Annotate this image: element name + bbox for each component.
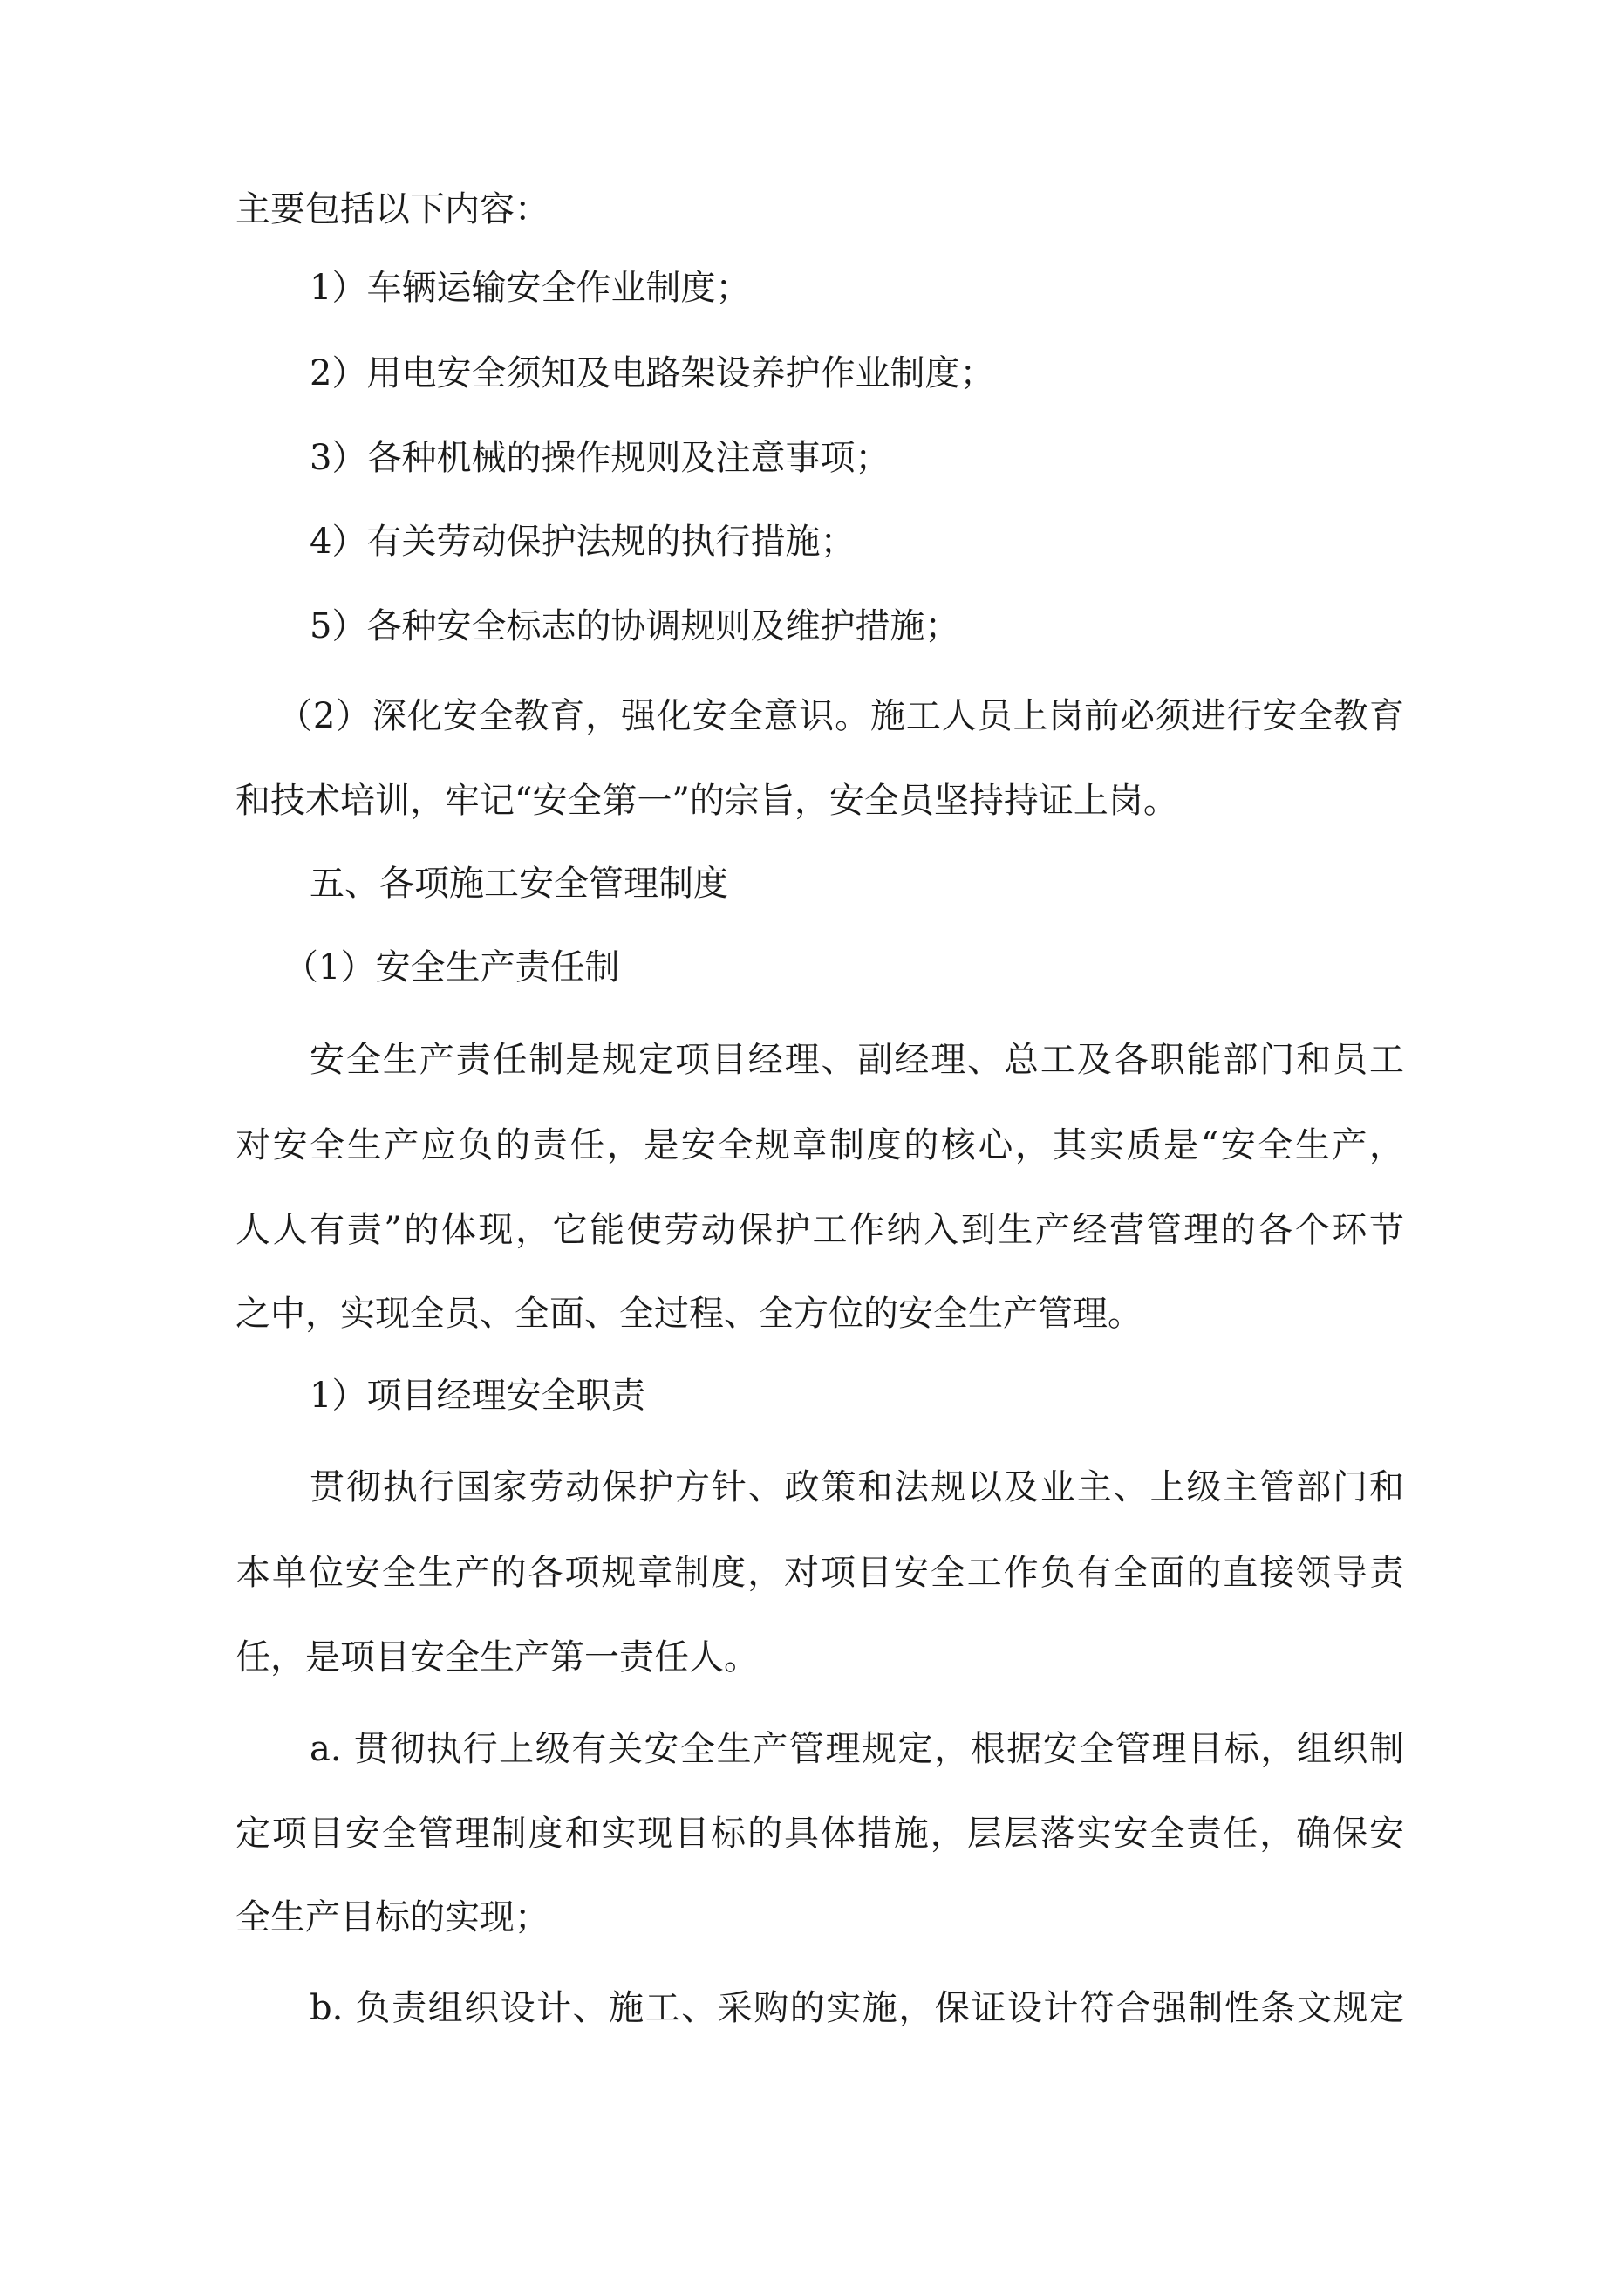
paragraph-line: 贯彻执行国家劳动保护方针、政策和法规以及业主、上级主管部门和 — [310, 1467, 1404, 1507]
paragraph-line: a. 贯彻执行上级有关安全生产管理规定，根据安全管理目标，组织制 — [310, 1729, 1404, 1769]
list-item: 1）车辆运输安全作业制度； — [310, 268, 751, 308]
subsection-heading: 1）项目经理安全职责 — [310, 1376, 646, 1416]
paragraph-line: 本单位安全生产的各项规章制度，对项目安全工作负有全面的直接领导责 — [235, 1553, 1404, 1593]
paragraph-line: 人人有责”的体现，它能使劳动保护工作纳入到生产经营管理的各个环节 — [235, 1210, 1404, 1250]
paragraph-line: 安全生产责任制是规定项目经理、副经理、总工及各职能部门和员工 — [310, 1040, 1404, 1080]
paragraph-line: 对安全生产应负的责任，是安全规章制度的核心，其实质是“安全生产， — [235, 1125, 1404, 1165]
paragraph-line: 任，是项目安全生产第一责任人。 — [235, 1637, 759, 1678]
paragraph-line: 定项目安全管理制度和实现目标的具体措施，层层落实安全责任，确保安 — [235, 1814, 1404, 1854]
list-item: 3）各种机械的操作规则及注意事项； — [310, 438, 890, 478]
text-line: 主要包括以下内容： — [235, 189, 549, 229]
list-item: 5）各种安全标志的协调规则及维护措施； — [310, 606, 960, 646]
section-heading: 五、各项施工安全管理制度 — [310, 864, 728, 904]
subsection-heading: （1）安全生产责任制 — [283, 947, 620, 987]
paragraph-line: 全生产目标的实现； — [235, 1897, 549, 1937]
paragraph-line: 之中，实现全员、全面、全过程、全方位的安全生产管理。 — [235, 1294, 1142, 1334]
paragraph-line: （2）深化安全教育，强化安全意识。施工人员上岗前必须进行安全教育 — [277, 696, 1404, 736]
list-item: 2）用电安全须知及电路架设养护作业制度； — [310, 353, 995, 393]
paragraph-line: 和技术培训，牢记“安全第一”的宗旨，安全员坚持持证上岗。 — [235, 781, 1178, 821]
list-item: 4）有关劳动保护法规的执行措施； — [310, 522, 856, 562]
paragraph-line: b. 负责组织设计、施工、采购的实施，保证设计符合强制性条文规定 — [310, 1988, 1404, 2028]
